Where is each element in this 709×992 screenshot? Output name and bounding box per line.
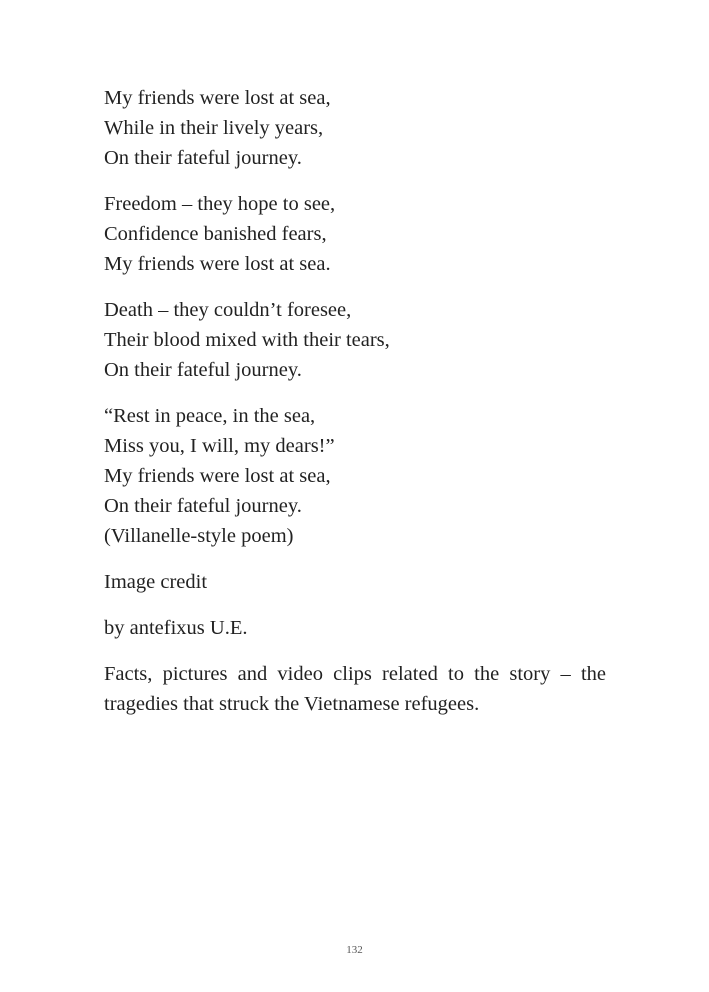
- poem-line: On their fateful journey.: [104, 359, 302, 381]
- poem-line: Miss you, I will, my dears!”: [104, 435, 335, 457]
- poem-line: “Rest in peace, in the sea,: [104, 405, 316, 427]
- image-credit-heading: Image credit: [104, 571, 208, 593]
- related-content-note: Facts, pictures and video clips related to the story – the tragedies that struck the Vietnamese refugees.: [104, 663, 606, 715]
- page-content: [104, 83, 606, 719]
- poem-stanza-4: [104, 401, 606, 551]
- poem-line: Death – they couldn’t foresee,: [104, 299, 352, 321]
- poem-line: Freedom – they hope to see,: [104, 193, 336, 215]
- poem-line: On their fateful journey.: [104, 147, 302, 169]
- page-number: 132: [346, 944, 363, 956]
- image-credit-author: by antefixus U.E.: [104, 617, 248, 639]
- poem-stanza-2: [104, 189, 606, 279]
- poem-line: Their blood mixed with their tears,: [104, 329, 390, 351]
- poem-line: Confidence banished fears,: [104, 223, 327, 245]
- poem-line: My friends were lost at sea,: [104, 465, 331, 487]
- poem-form-note: (Villanelle-style poem): [104, 525, 294, 547]
- poem-line: My friends were lost at sea.: [104, 253, 331, 275]
- poem-stanza-3: [104, 295, 606, 385]
- poem-line: While in their lively years,: [104, 117, 324, 139]
- poem-stanza-1: [104, 83, 606, 173]
- poem-line: On their fateful journey.: [104, 495, 302, 517]
- poem-line: My friends were lost at sea,: [104, 87, 331, 109]
